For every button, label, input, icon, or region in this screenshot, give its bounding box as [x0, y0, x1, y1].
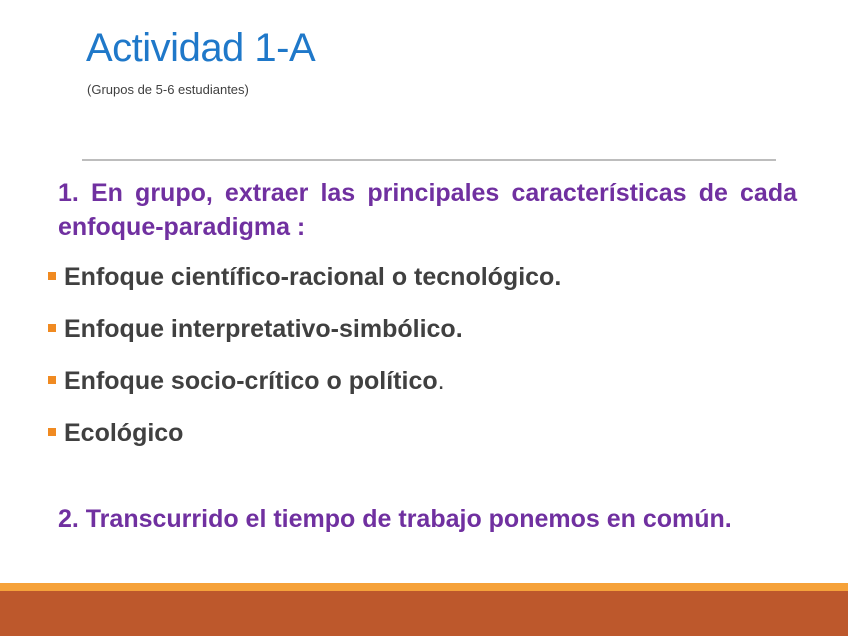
list-item — [48, 314, 561, 366]
square-bullet-icon — [48, 376, 56, 384]
slide-subtitle: (Grupos de 5-6 estudiantes) — [87, 82, 249, 97]
list-item — [48, 366, 561, 418]
slide-title: Actividad 1-A — [86, 26, 316, 70]
list-item-text: Enfoque socio-crítico o político. — [64, 367, 445, 395]
list-item-text: Enfoque interpretativo-simbólico. — [64, 315, 463, 343]
square-bullet-icon — [48, 272, 56, 280]
step-1-text: 1. En grupo, extraer las principales características de cada enfoque-paradigma : — [58, 179, 797, 241]
list-item — [48, 262, 561, 314]
list-item — [48, 418, 561, 470]
list-item-text: Ecológico — [64, 419, 184, 447]
square-bullet-icon — [48, 324, 56, 332]
list-item-text: Enfoque científico-racional o tecnológico. — [64, 263, 562, 291]
footer-band — [0, 591, 848, 636]
step-2-text: 2. Transcurrido el tiempo de trabajo ponemos en común. — [58, 505, 732, 533]
paradigm-list — [48, 262, 561, 470]
square-bullet-icon — [48, 428, 56, 436]
footer-accent-stripe — [0, 583, 848, 591]
title-divider — [82, 159, 776, 161]
